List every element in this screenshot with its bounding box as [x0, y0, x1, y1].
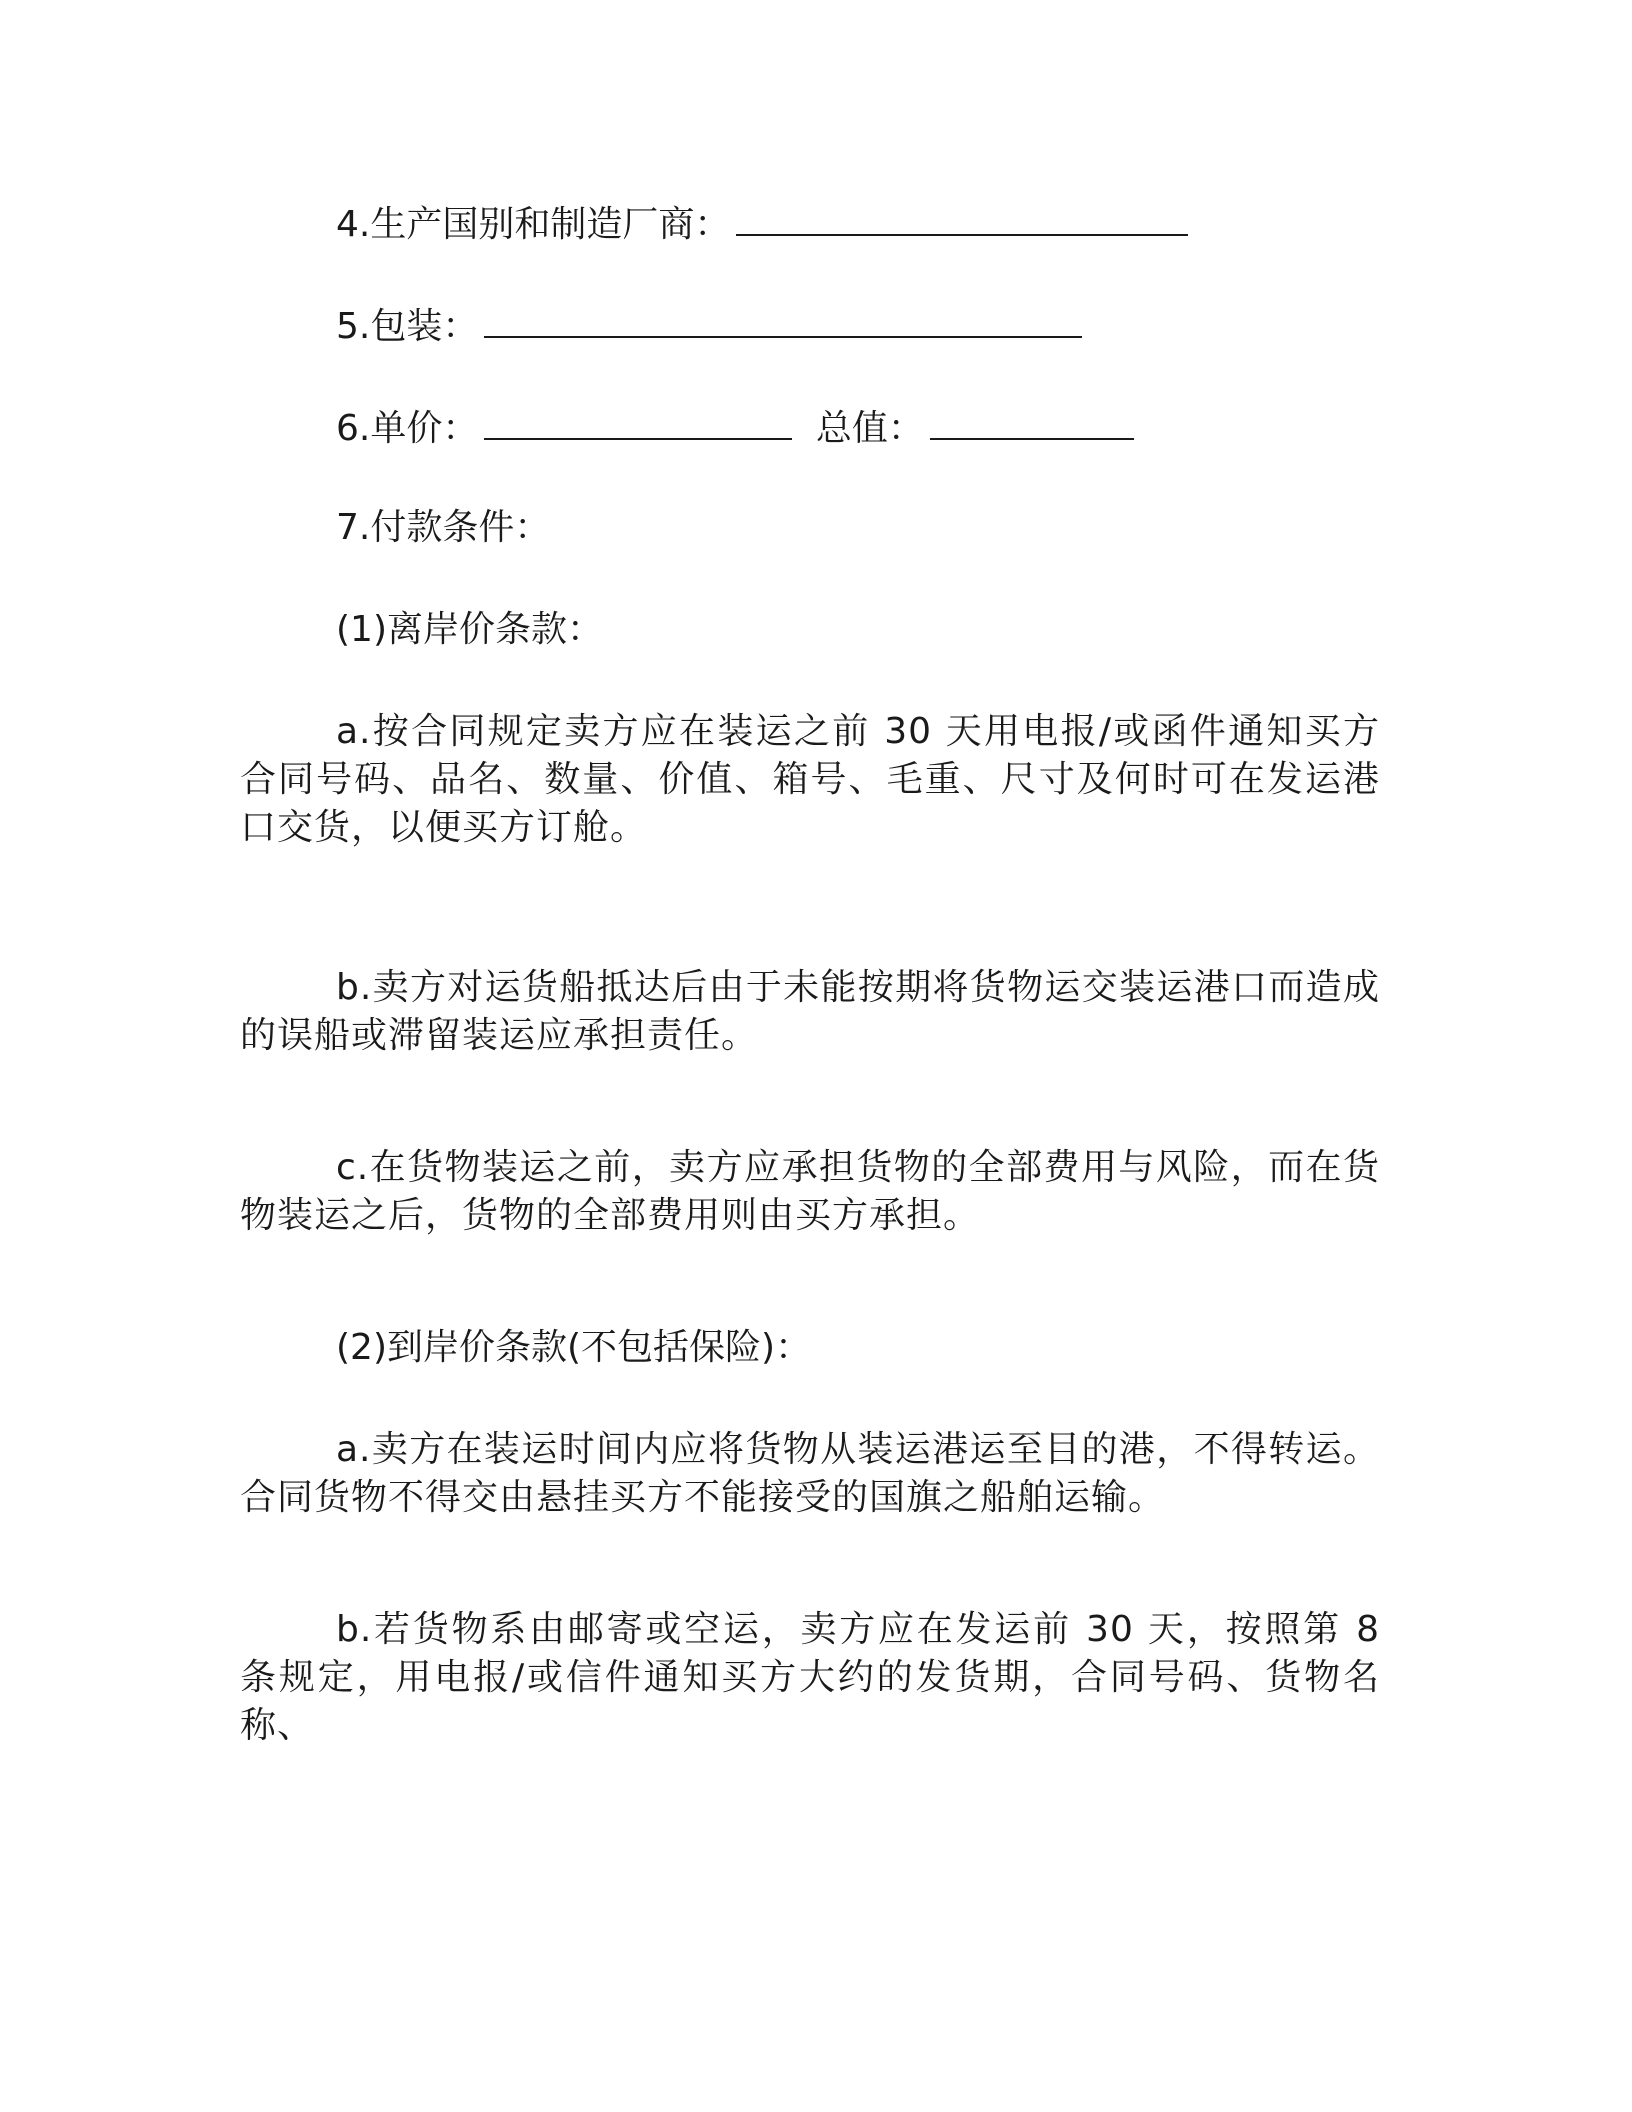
sub-1-label: (1)离岸价条款： [336, 609, 603, 650]
unit-price-label: 6.单价： [336, 408, 479, 449]
sub-2-b-paragraph: b.若货物系由邮寄或空运，卖方应在发运前 30 天，按照第 8 条规定，用电报/或信件通知买方大约的发货期，合同号码、货物名称、 [240, 1609, 1380, 1746]
sub-2-a-paragraph: a.卖方在装运时间内应将货物从装运港运至目的港，不得转运。合同货物不得交由悬挂买方不能接受的国旗之船舶运输。 [240, 1429, 1380, 1518]
total-value-blank[interactable] [930, 402, 1134, 440]
item-5-line [240, 300, 1476, 351]
sub-1-b-paragraph: b.卖方对运货船抵达后由于未能按期将货物运交装运港口而造成的误船或滞留装运应承担责任。 [240, 967, 1380, 1056]
item-4-label: 4.生产国别和制造厂商： [336, 204, 731, 245]
sub-1-c-paragraph: c.在货物装运之前，卖方应承担货物的全部费用与风险，而在货物装运之后，货物的全部费用则由买方承担。 [240, 1147, 1380, 1236]
total-value-label: 总值： [815, 408, 924, 449]
item-5-label: 5.包装： [336, 306, 479, 347]
sub-2-label: (2)到岸价条款(不包括保险)： [336, 1327, 812, 1368]
item-6-line [240, 402, 1476, 453]
unit-price-blank[interactable] [484, 402, 792, 440]
packing-blank[interactable] [484, 300, 1082, 338]
item-7-label: 7.付款条件： [336, 507, 551, 548]
sub-1-a-paragraph: a.按合同规定卖方应在装运之前 30 天用电报/或函件通知买方合同号码、品名、数量、价值、箱号、毛重、尺寸及何时可在发运港口交货，以便买方订舱。 [240, 711, 1380, 848]
item-4-line [240, 198, 1476, 249]
manufacturer-blank[interactable] [736, 198, 1188, 236]
